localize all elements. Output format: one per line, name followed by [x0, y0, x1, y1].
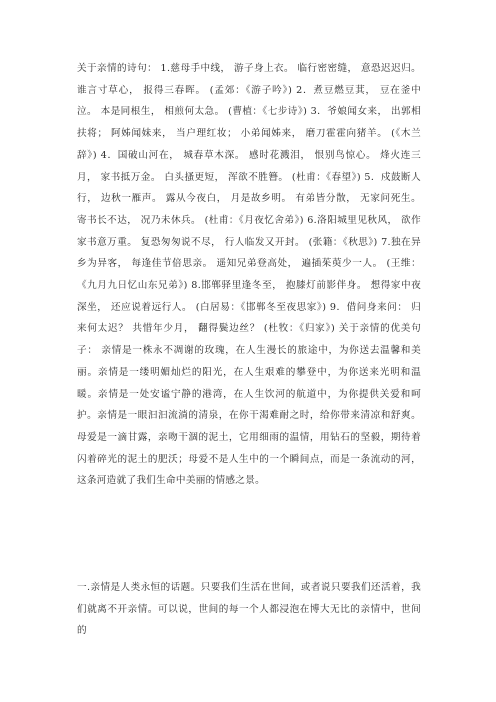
poem-quotes-paragraph: 关于亲情的诗句： 1.慈母手中线， 游子身上衣。 临行密密缝， 意恐迟迟归。 谁言寸草心， 报得三春晖。 (孟郊：《游子吟》) 2．煮豆燃豆萁， 豆在釜中泣。 本是同根生， 相煎何太急。 (曹植：《七步诗》) 3．爷娘闻女来， 出郭相扶将； 阿姊闻妹来， 当户理红妆； 小弟闻姊来， 磨刀霍霍向猪羊。 (《木兰辞》) 4．国破山河在， 城春草木深。 感时花溅泪， 恨别鸟惊心。 烽火连三月， 家书抵万金。 白头搔更短， 浑欲不胜簪。 (杜甫：《春望》) 5．戍鼓断人行， 边秋一雁声。 露从今夜白， 月是故乡明。 有弟皆分散， 无家问死生。 寄书长不达， 况乃未休兵。 (杜甫：《月夜忆舍弟》) 6.洛阳城里见秋风， 欲作家书意万重。 复恐匆匆说不尽， 行人临发又开封。 (张籍：《秋思》) 7.独在异乡为异客， 每逢佳节倍思亲。 遥知兄弟登高处， 遍插茱萸少一人。 (王维：《九月九日忆山东兄弟》) 8.邯郸驿里逢冬至， 抱膝灯前影伴身。 想得家中夜深坐， 还应说着远行人。 (白居易：《邯郸冬至夜思家》) 9．借问身来问： 归来何太迟？ 共惜年少月， 翻得鬓边丝？ (杜牧：《归家》) 关于亲情的优美句子： 亲情是一株永不凋谢的玫瑰，在人生漫长的旅途中，为你送去温馨和美丽。亲情是一缕明媚灿烂的阳光，在人生艰难的攀登中，为你送来光明和温暖。亲情是一处安谧宁静的港湾，在人生饮河的航道中，为你提供关爱和呵护。亲情是一眼汩汩流淌的清泉，在你干渴难耐之时，给你带来清凉和舒爽。 母爱是一滴甘露，亲吻干涸的泥土，它用细雨的温情，用钻石的坚毅，期待着闪着碎光的泥土的肥沃；母爱不是人生中的一个瞬间点，而是一条流动的河，这条河造就了我们生命中美丽的情感之景。: [77, 63, 421, 487]
essay-opening-paragraph: 一.亲情是人类永恒的话题。只要我们生活在世间，或者说只要我们还活着，我们就离不开亲情。可以说，世间的每一个人都浸泡在博大无比的亲情中，世间的: [77, 582, 421, 637]
